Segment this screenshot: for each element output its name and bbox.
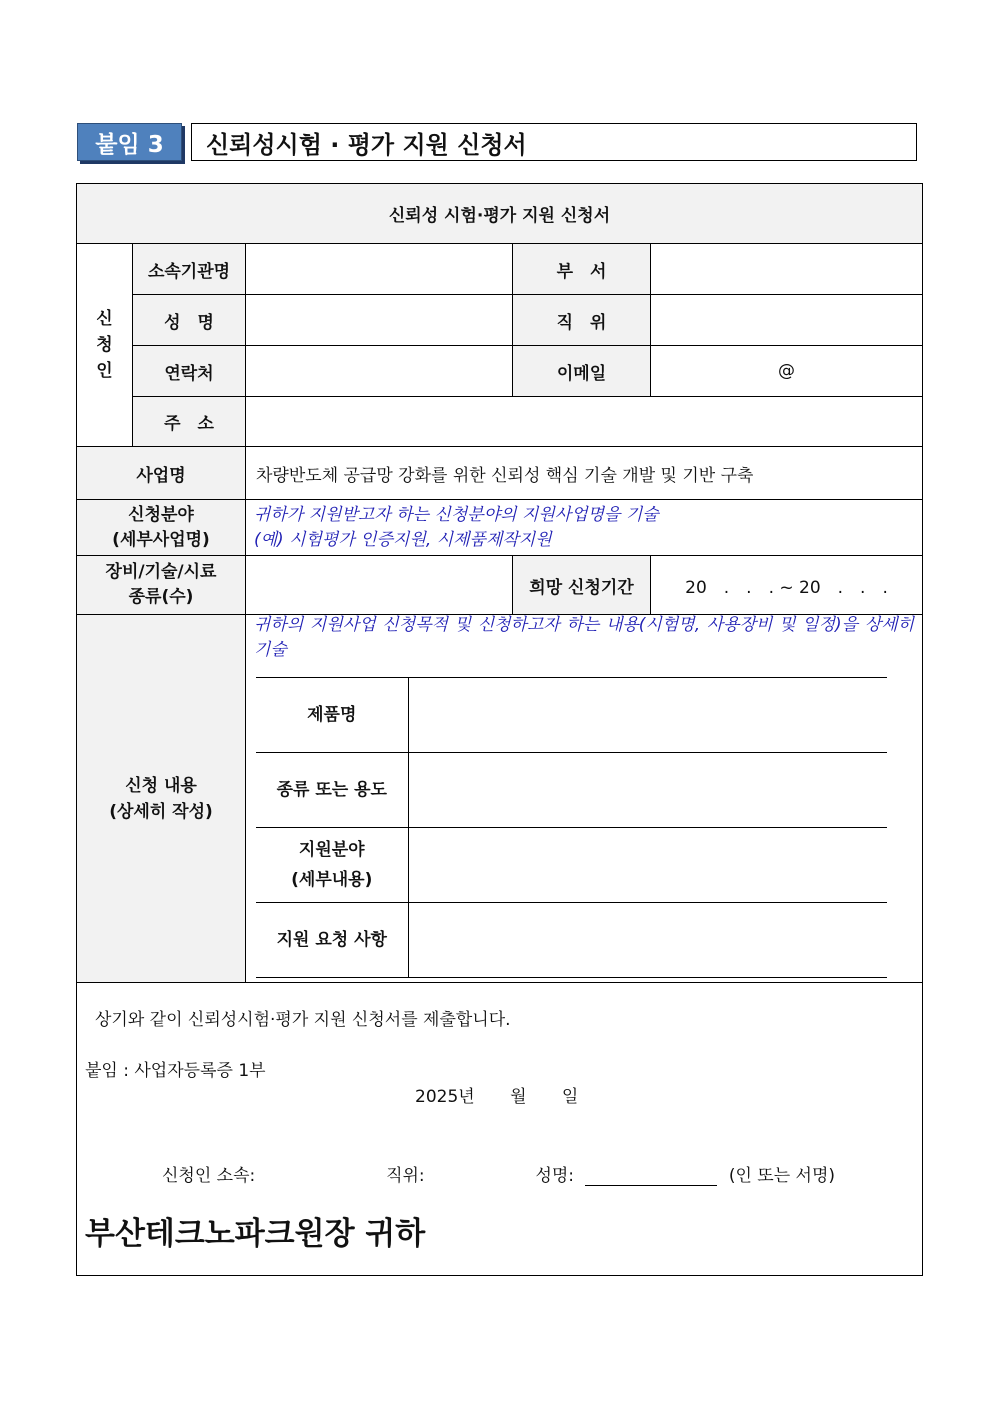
content-guide: 귀하의 지원사업 신청목적 및 신청하고자 하는 내용(시험명, 사용장비 및 일정)을 상세히 기술 (254, 615, 915, 660)
form-title: 신뢰성 시험·평가 지원 신청서 (77, 184, 923, 244)
period-label: 희망 신청기간 (513, 556, 651, 615)
org-field[interactable] (246, 244, 513, 295)
equipment-field[interactable] (246, 556, 513, 615)
content-details-table (256, 677, 887, 978)
submission-date: 2025년 월 일 (415, 1087, 579, 1107)
field-guide-line-2: (예) 시험평가 인증지원, 시제품제작지원 (254, 529, 552, 550)
name-label: 성 명 (133, 295, 246, 346)
field-label: 신청분야 (세부사업명) (77, 500, 246, 556)
submission-statement: 상기와 같이 신뢰성시험·평가 지원 신청서를 제출합니다. (95, 1010, 511, 1030)
signer-position-label: 직위: (386, 1166, 425, 1186)
recipient: 부산테크노파크원장 귀하 (85, 1216, 426, 1252)
attachment-badge: 붙임 3 (77, 123, 182, 161)
submission-section (77, 983, 923, 1276)
address-field[interactable] (246, 397, 923, 447)
signature-blank[interactable] (585, 1167, 717, 1186)
applicant-group-label: 신 청 인 (77, 244, 133, 447)
position-field[interactable] (651, 295, 923, 346)
document-heading: 신뢰성시험 · 평가 지원 신청서 (191, 123, 917, 161)
content-row (256, 753, 887, 828)
dept-label: 부 서 (513, 244, 651, 295)
contact-field[interactable] (246, 346, 513, 397)
content-area (246, 615, 923, 983)
signature-line (162, 1161, 835, 1186)
org-label: 소속기관명 (133, 244, 246, 295)
support-field-label: 지원분야 (세부내용) (256, 828, 408, 903)
period-field[interactable]: 20 . . . ~ 20 . . . (651, 556, 923, 615)
content-row (256, 903, 887, 978)
project-label: 사업명 (77, 447, 246, 500)
field-guide[interactable] (246, 500, 923, 556)
type-usage-field[interactable] (408, 753, 887, 828)
project-value: 차량반도체 공급망 강화를 위한 신뢰성 핵심 기술 개발 및 기반 구축 (246, 447, 923, 500)
address-label: 주 소 (133, 397, 246, 447)
signer-name-label: 성명: (535, 1166, 575, 1186)
seal-note: (인 또는 서명) (728, 1166, 836, 1186)
attachment-note: 붙임 : 사업자등록증 1부 (85, 1061, 266, 1081)
support-request-label: 지원 요청 사항 (256, 903, 408, 978)
support-request-field[interactable] (408, 903, 887, 978)
content-row (256, 828, 887, 903)
content-row (256, 678, 887, 753)
position-label: 직 위 (513, 295, 651, 346)
contact-label: 연락처 (133, 346, 246, 397)
product-name-field[interactable] (408, 678, 887, 753)
type-usage-label: 종류 또는 용도 (256, 753, 408, 828)
equipment-label: 장비/기술/시료 종류(수) (77, 556, 246, 615)
dept-field[interactable] (651, 244, 923, 295)
email-label: 이메일 (513, 346, 651, 397)
product-name-label: 제품명 (256, 678, 408, 753)
field-guide-line-1: 귀하가 지원받고자 하는 신청분야의 지원사업명을 기술 (254, 504, 659, 525)
name-field[interactable] (246, 295, 513, 346)
application-form (76, 183, 923, 1276)
affiliation-label: 신청인 소속: (162, 1166, 256, 1186)
support-field-field[interactable] (408, 828, 887, 903)
email-field[interactable]: @ (651, 346, 923, 397)
content-label: 신청 내용 (상세히 작성) (77, 615, 246, 983)
